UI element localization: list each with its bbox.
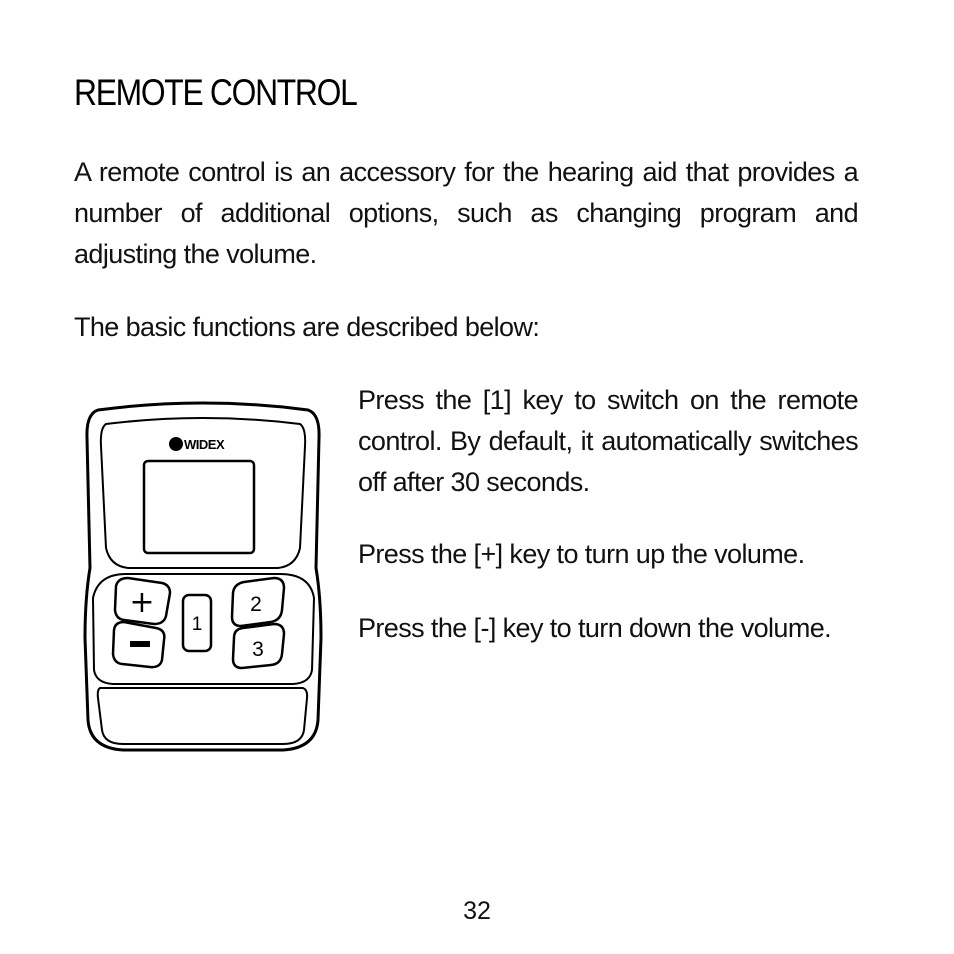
remote-key-3-label: 3 [252,638,264,661]
basic-functions-heading: The basic functions are described below: [74,312,540,342]
step-1-text: Press the [1] key to switch on the remote control. By default, it automatically switches off after 30 seconds. [358,385,858,497]
brand-logo-icon [169,437,183,451]
page-title: REMOTE CONTROL [74,72,357,113]
remote-outer-shell [85,403,321,750]
remote-control-illustration [78,398,328,758]
remote-key-2-label: 2 [250,593,262,616]
remote-plus-key-label: + [129,585,155,620]
step-2-text: Press the [+] key to turn up the volume. [358,539,805,569]
remote-screen [144,461,254,553]
remote-key-1-label: 1 [191,614,203,635]
step-3-text: Press the [-] key to turn down the volume. [358,613,832,643]
intro-paragraph: A remote control is an accessory for the hearing aid that provides a number of additional options, such as changing program and adjusting the volume. [74,157,858,269]
page-number: 32 [463,897,491,925]
remote-minus-key-label-bar [130,641,150,647]
remote-brand-logo: WIDEX [184,437,225,452]
